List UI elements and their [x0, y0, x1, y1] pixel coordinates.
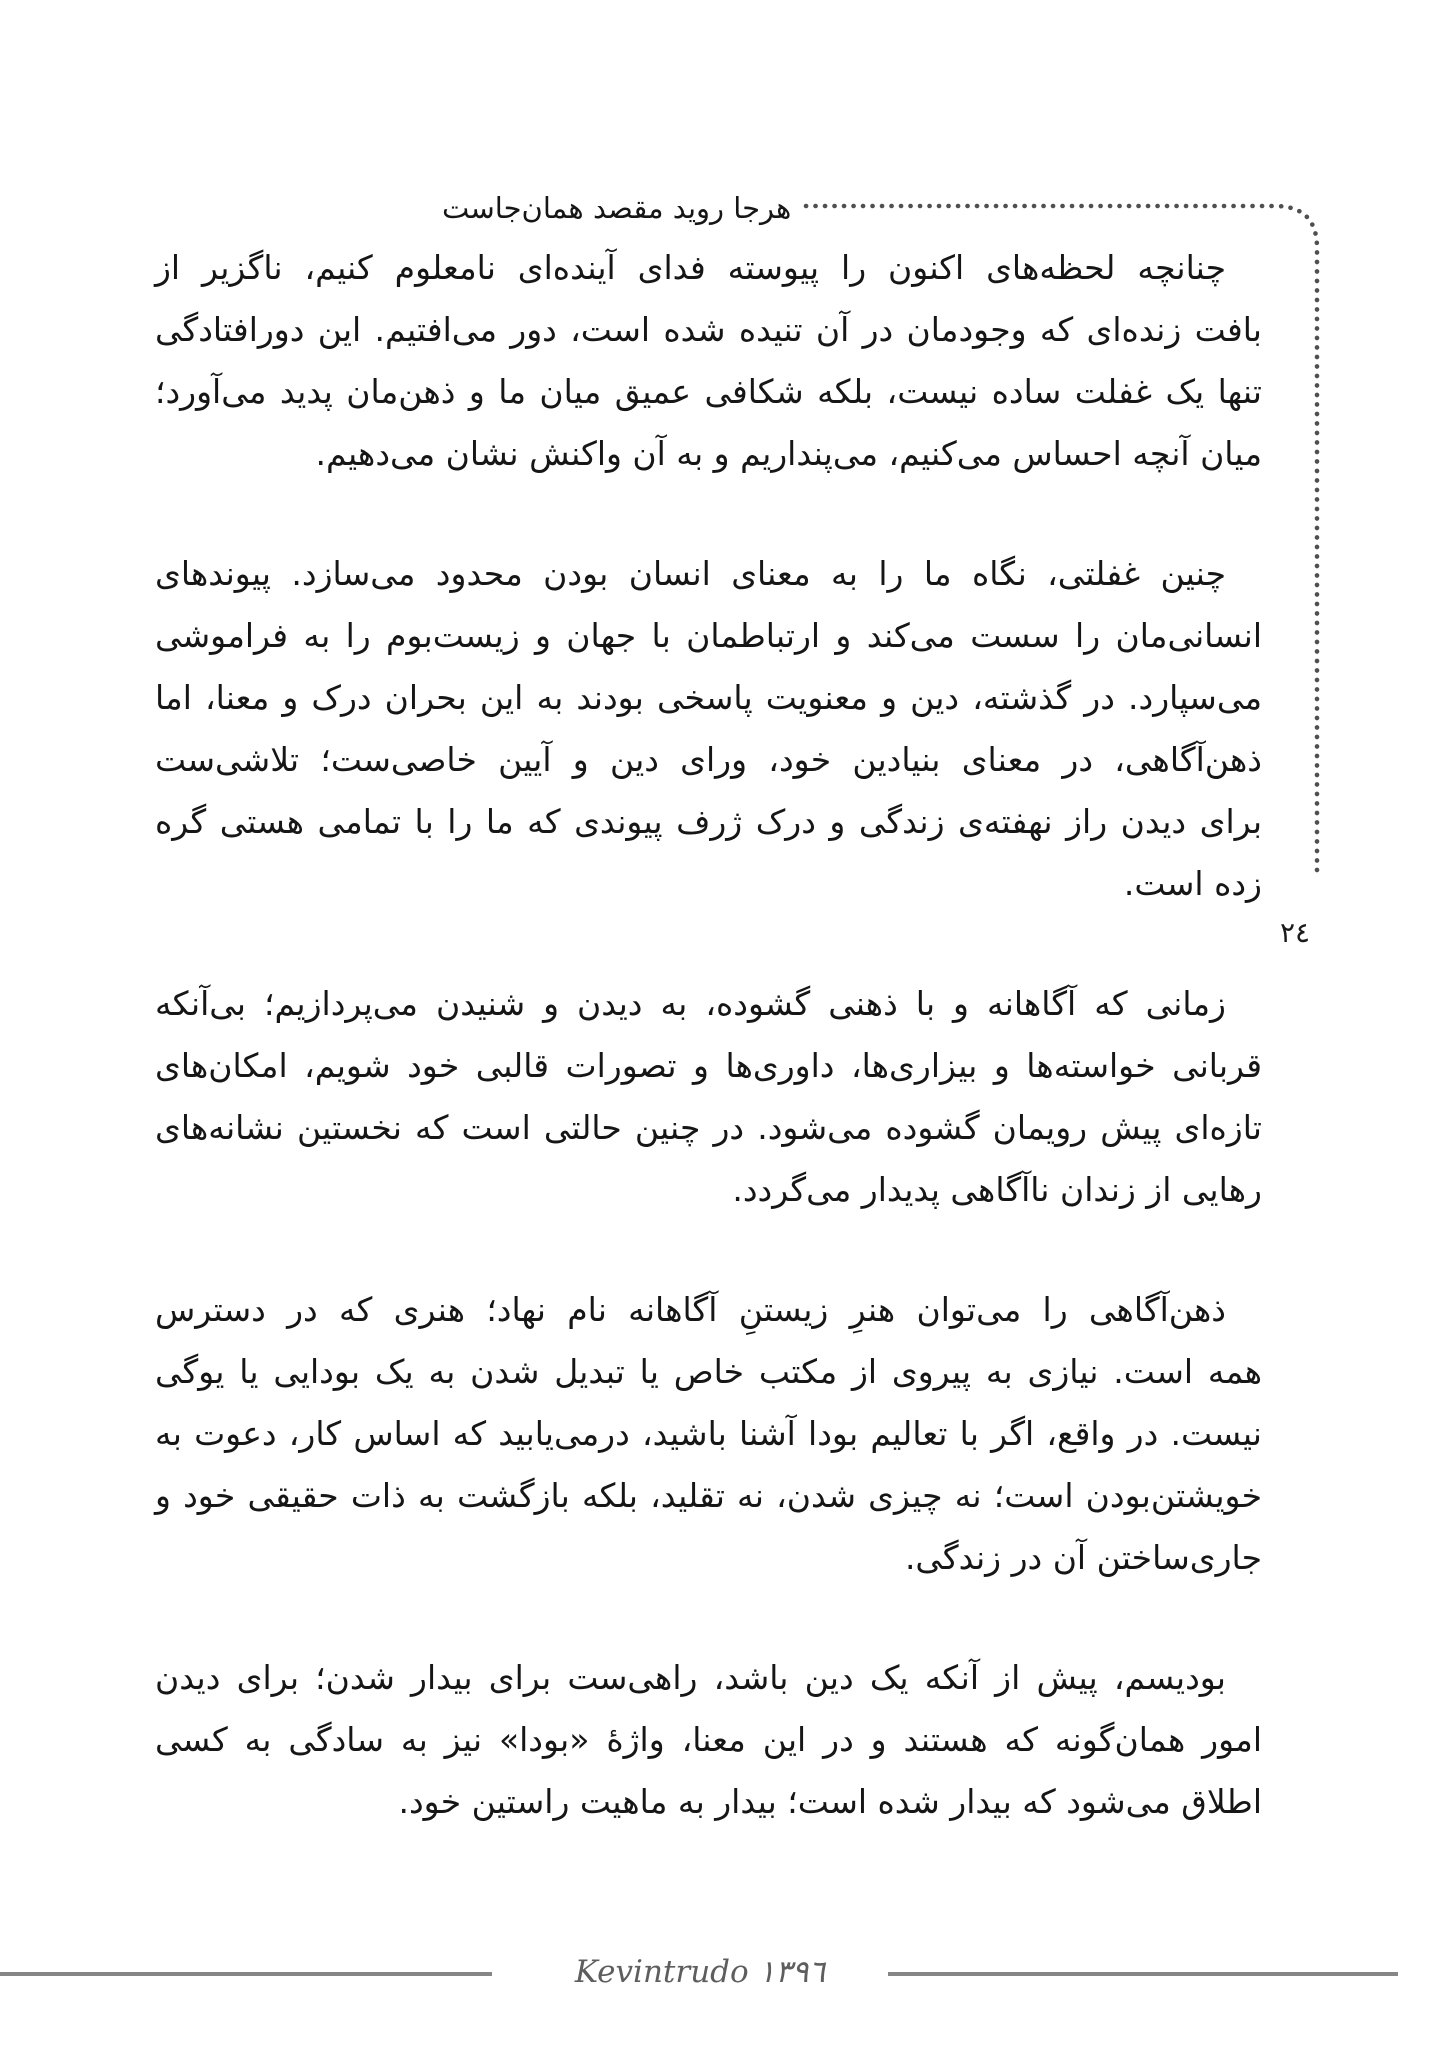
footer-credit: Kevintrudo ۱۳۹٦ — [574, 1954, 826, 1990]
text-line: نیست. در واقع، اگر با تعالیم بودا آشنا باشید، درمی‌یابید که اساس کار، دعوت به — [155, 1414, 1262, 1453]
text-line: زمانی که آگاهانه و با ذهنی گشوده، به دیدن و شنیدن می‌پردازیم؛ بی‌آنکه — [155, 984, 1226, 1023]
text-line: می‌سپارد. در گذشته، دین و معنویت پاسخی بودند به این بحران درک و معنا، اما — [155, 678, 1262, 717]
text-line: تازه‌ای پیش رویمان گشوده می‌شود. در چنین حالتی است که نخستین نشانه‌های — [155, 1108, 1262, 1147]
text-line: برای دیدن راز نهفته‌ی زندگی و درک ژرف پیوندی که ما را با تمامی هستی گره — [155, 802, 1262, 841]
page-footer — [0, 1940, 1442, 2010]
footer-rule-right — [888, 1972, 1398, 1976]
text-line: انسانی‌مان را سست می‌کند و ارتباطمان با جهان و زیست‌بوم را به فراموشی — [155, 616, 1262, 655]
text-line: جاری‌ساختن آن در زندگی. — [904, 1538, 1262, 1577]
text-line: تنها یک غفلت ساده نیست، بلکه شکافی عمیق میان ما و ذهن‌مان پدید می‌آورد؛ — [155, 372, 1262, 411]
text-line: ذهن‌آگاهی را می‌توان هنرِ زیستنِ آگاهانه نام نهاد؛ هنری که در دسترس — [155, 1290, 1226, 1329]
text-line: میان آنچه احساس می‌کنیم، می‌پنداریم و به آن واکنش نشان می‌دهیم. — [315, 434, 1262, 473]
text-line: رهایی از زندان ناآگاهی پدیدار می‌گردد. — [732, 1170, 1262, 1209]
paragraph — [155, 973, 1262, 1221]
text-line: همه است. نیازی به پیروی از مکتب خاص یا تبدیل شدن به یک بودایی یا یوگی — [155, 1352, 1262, 1391]
text-line: ذهن‌آگاهی، در معنای بنیادین خود، ورای دین و آیین خاصی‌ست؛ تلاشی‌ست — [155, 740, 1262, 779]
text-line: چنین غفلتی، نگاه ما را به معنای انسان بودن محدود می‌سازد. پیوندهای — [155, 554, 1226, 593]
text-line: قربانی خواسته‌ها و بیزاری‌ها، داوری‌ها و تصورات قالبی خود شویم، امکان‌های — [155, 1046, 1262, 1085]
paragraph — [155, 1647, 1262, 1833]
footer-rule-left — [0, 1972, 492, 1976]
text-line: خویشتن‌بودن است؛ نه چیزی شدن، نه تقلید، بلکه بازگشت به ذات حقیقی خود و — [155, 1476, 1262, 1515]
text-line: بودیسم، پیش از آنکه یک دین باشد، راهی‌ست برای بیدار شدن؛ برای دیدن — [155, 1658, 1226, 1697]
page-number: ۲٤ — [1280, 916, 1311, 949]
paragraph — [155, 543, 1262, 915]
paragraph — [155, 1279, 1262, 1589]
paragraph — [155, 237, 1262, 485]
text-line: چنانچه لحظه‌های اکنون را پیوسته فدای آینده‌ای نامعلوم کنیم، ناگزیر از — [155, 248, 1226, 287]
text-line: اطلاق می‌شود که بیدار شده است؛ بیدار به ماهیت راستین خود. — [398, 1782, 1262, 1821]
text-line: زده است. — [1123, 864, 1262, 903]
text-line: امور همان‌گونه که هستند و در این معنا، واژهٔ «بودا» نیز به سادگی به کسی — [155, 1720, 1262, 1759]
running-head-title: هرجا روید مقصد همان‌جاست — [442, 191, 792, 225]
text-block — [155, 237, 1262, 1891]
text-line: بافت زنده‌ای که وجودمان در آن تنیده شده است، دور می‌افتیم. این دورافتادگی — [155, 310, 1262, 349]
